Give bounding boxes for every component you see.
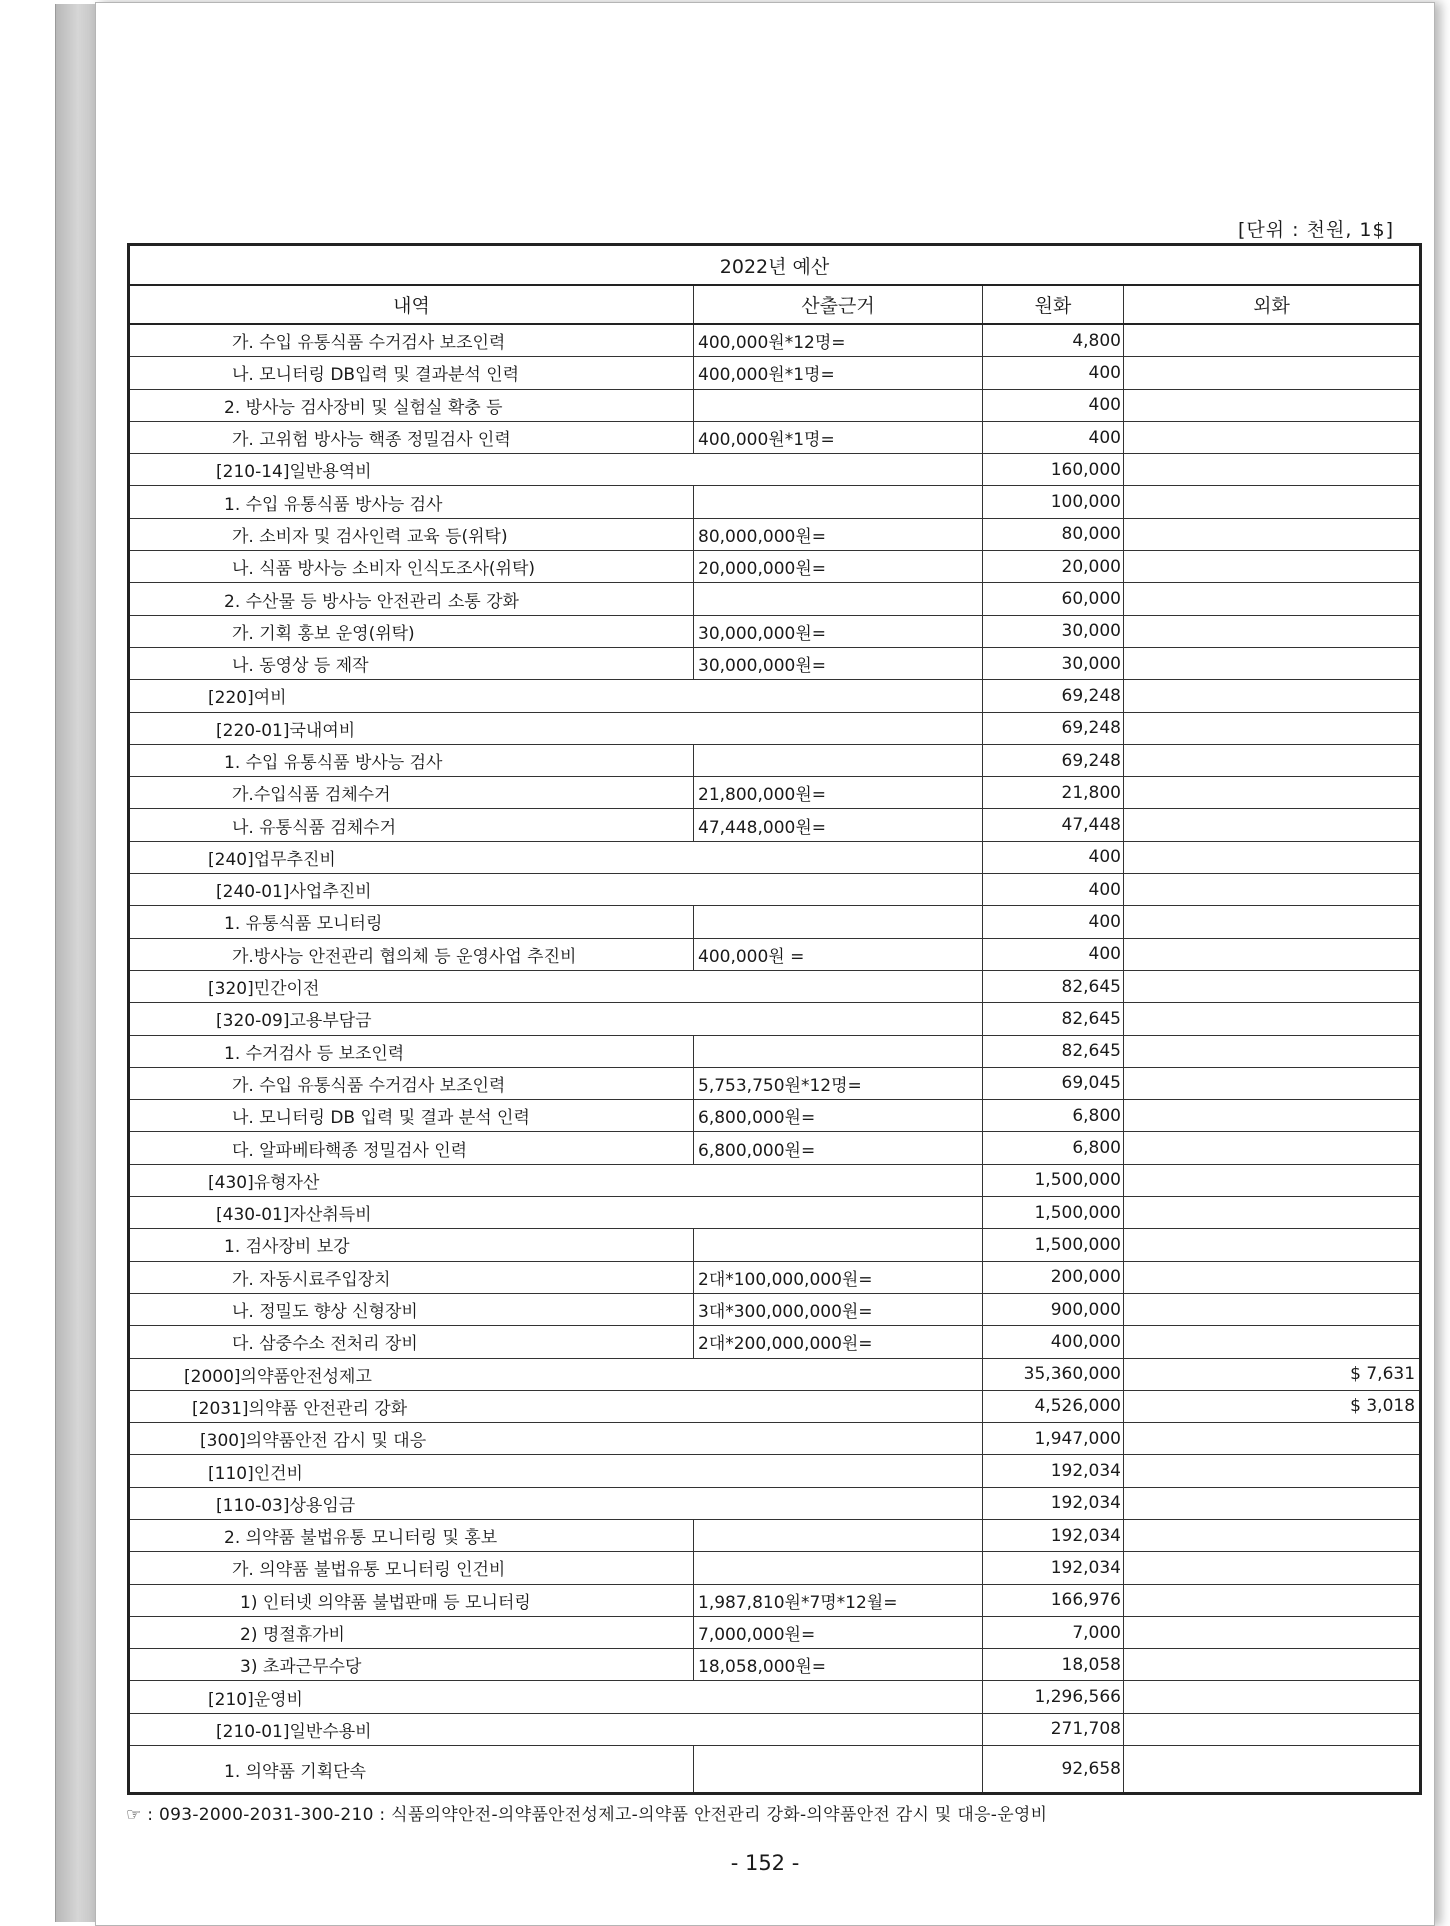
row-krw: 69,248 (983, 680, 1124, 712)
table-row (129, 324, 1421, 357)
row-item: 가.방사능 안전관리 협의체 등 운영사업 추진비 (129, 938, 694, 970)
row-fx (1124, 841, 1421, 873)
row-item: 나. 모니터링 DB 입력 및 결과 분석 인력 (129, 1100, 694, 1132)
table-title: 2022년 예산 (129, 245, 1421, 286)
row-item: [220-01]국내여비 (129, 712, 983, 744)
row-fx (1124, 1293, 1421, 1325)
row-krw: 47,448 (983, 809, 1124, 841)
row-item: [240-01]사업추진비 (129, 874, 983, 906)
row-item: 가. 수입 유통식품 수거검사 보조인력 (129, 1067, 694, 1099)
table-row (129, 1035, 1421, 1067)
row-fx (1124, 906, 1421, 938)
table-row (129, 1326, 1421, 1358)
row-fx (1124, 1519, 1421, 1551)
row-fx (1124, 1713, 1421, 1745)
row-basis (694, 1519, 983, 1551)
table-row (129, 1100, 1421, 1132)
row-item: 나. 정밀도 향상 신형장비 (129, 1293, 694, 1325)
row-fx (1124, 615, 1421, 647)
row-krw: 400 (983, 906, 1124, 938)
row-basis: 400,000원 = (694, 938, 983, 970)
table-row (129, 1197, 1421, 1229)
table-row (129, 1681, 1421, 1713)
row-item: 나. 유통식품 검체수거 (129, 809, 694, 841)
table-row (129, 1423, 1421, 1455)
row-item: 1. 검사장비 보강 (129, 1229, 694, 1261)
header-krw: 원화 (983, 285, 1124, 324)
row-item: [320]민간이전 (129, 970, 983, 1002)
table-row (129, 680, 1421, 712)
row-basis (694, 486, 983, 518)
row-item: 가. 기획 홍보 운영(위탁) (129, 615, 694, 647)
row-item: 다. 삼중수소 전처리 장비 (129, 1326, 694, 1358)
row-krw: 400 (983, 357, 1124, 389)
row-item: 가. 소비자 및 검사인력 교육 등(위탁) (129, 518, 694, 550)
header-item: 내역 (129, 285, 694, 324)
row-item: 3) 초과근무수당 (129, 1649, 694, 1681)
row-fx (1124, 1164, 1421, 1196)
row-krw: 192,034 (983, 1487, 1124, 1519)
row-item: 나. 모니터링 DB입력 및 결과분석 인력 (129, 357, 694, 389)
table-row (129, 1229, 1421, 1261)
row-fx (1124, 1423, 1421, 1455)
table-row (129, 1390, 1421, 1422)
table-row (129, 874, 1421, 906)
table-row (129, 1519, 1421, 1551)
row-item: 나. 동영상 등 제작 (129, 647, 694, 679)
row-krw: 92,658 (983, 1746, 1124, 1794)
row-fx (1124, 1746, 1421, 1794)
unit-label: [단위 : 천원, 1$] (1238, 219, 1394, 241)
row-krw: 900,000 (983, 1293, 1124, 1325)
row-basis: 400,000원*1명= (694, 421, 983, 453)
table-row (129, 970, 1421, 1002)
row-item: 1. 의약품 기획단속 (129, 1746, 694, 1794)
row-fx (1124, 777, 1421, 809)
row-fx: $ 7,631 (1124, 1358, 1421, 1390)
row-item: 2. 방사능 검사장비 및 실험실 확충 등 (129, 389, 694, 421)
table-row (129, 712, 1421, 744)
row-fx (1124, 1229, 1421, 1261)
table-title-row (129, 245, 1421, 286)
table-row (129, 647, 1421, 679)
row-krw: 160,000 (983, 454, 1124, 486)
page-number: - 152 - (730, 1851, 800, 1875)
table-row (129, 583, 1421, 615)
row-fx (1124, 1616, 1421, 1648)
row-basis: 21,800,000원= (694, 777, 983, 809)
row-item: 1. 수입 유통식품 방사능 검사 (129, 744, 694, 776)
header-fx: 외화 (1124, 285, 1421, 324)
row-krw: 82,645 (983, 1003, 1124, 1035)
row-fx (1124, 551, 1421, 583)
row-krw: 1,500,000 (983, 1164, 1124, 1196)
row-basis: 400,000원*1명= (694, 357, 983, 389)
row-krw: 69,248 (983, 712, 1124, 744)
row-basis (694, 1746, 983, 1794)
row-fx (1124, 1681, 1421, 1713)
row-fx (1124, 1455, 1421, 1487)
row-krw: 69,045 (983, 1067, 1124, 1099)
row-krw: 35,360,000 (983, 1358, 1124, 1390)
row-fx (1124, 1552, 1421, 1584)
row-fx (1124, 518, 1421, 550)
row-item: 2. 수산물 등 방사능 안전관리 소통 강화 (129, 583, 694, 615)
row-krw: 1,500,000 (983, 1229, 1124, 1261)
table-row (129, 744, 1421, 776)
row-fx (1124, 970, 1421, 1002)
table-row (129, 1067, 1421, 1099)
row-fx (1124, 1649, 1421, 1681)
budget-table (127, 243, 1422, 1795)
row-basis: 20,000,000원= (694, 551, 983, 583)
row-krw: 100,000 (983, 486, 1124, 518)
row-krw: 6,800 (983, 1132, 1124, 1164)
row-krw: 400 (983, 938, 1124, 970)
row-item: 1. 수거검사 등 보조인력 (129, 1035, 694, 1067)
row-basis: 3대*300,000,000원= (694, 1293, 983, 1325)
row-item: [110-03]상용임금 (129, 1487, 983, 1519)
book-spine (55, 4, 96, 1922)
table-row (129, 906, 1421, 938)
footnote: ☞ : 093-2000-2031-300-210 : 식품의약안전-의약품안전성제고-의약품 안전관리 강화-의약품안전 감시 및 대응-운영비 (126, 1805, 1048, 1825)
row-krw: 82,645 (983, 1035, 1124, 1067)
row-krw: 21,800 (983, 777, 1124, 809)
table-row (129, 551, 1421, 583)
row-krw: 4,800 (983, 324, 1124, 357)
row-item: 1. 유통식품 모니터링 (129, 906, 694, 938)
row-item: [210-14]일반용역비 (129, 454, 983, 486)
table-row (129, 1616, 1421, 1648)
row-krw: 30,000 (983, 615, 1124, 647)
row-fx (1124, 1197, 1421, 1229)
row-fx (1124, 1584, 1421, 1616)
row-item: 가. 자동시료주입장치 (129, 1261, 694, 1293)
row-fx (1124, 486, 1421, 518)
row-krw: 69,248 (983, 744, 1124, 776)
row-basis: 18,058,000원= (694, 1649, 983, 1681)
table-row (129, 938, 1421, 970)
row-krw: 400 (983, 421, 1124, 453)
table-row (129, 1552, 1421, 1584)
row-krw: 200,000 (983, 1261, 1124, 1293)
row-item: 1. 수입 유통식품 방사능 검사 (129, 486, 694, 518)
row-item: [210]운영비 (129, 1681, 983, 1713)
table-row (129, 518, 1421, 550)
row-item: 가. 수입 유통식품 수거검사 보조인력 (129, 324, 694, 357)
row-krw: 1,947,000 (983, 1423, 1124, 1455)
row-item: [110]인건비 (129, 1455, 983, 1487)
row-krw: 192,034 (983, 1552, 1124, 1584)
row-item: 다. 알파베타핵종 정밀검사 인력 (129, 1132, 694, 1164)
row-item: [240]업무추진비 (129, 841, 983, 873)
table-row (129, 1713, 1421, 1745)
row-basis (694, 389, 983, 421)
row-fx (1124, 357, 1421, 389)
row-basis: 7,000,000원= (694, 1616, 983, 1648)
table-row (129, 486, 1421, 518)
table-row (129, 357, 1421, 389)
table-row (129, 1746, 1421, 1794)
row-fx (1124, 1035, 1421, 1067)
row-fx (1124, 744, 1421, 776)
row-krw: 400 (983, 389, 1124, 421)
table-row (129, 454, 1421, 486)
row-fx (1124, 583, 1421, 615)
row-basis (694, 1552, 983, 1584)
document-page (95, 2, 1435, 1926)
row-krw: 400,000 (983, 1326, 1124, 1358)
row-basis (694, 906, 983, 938)
table-row (129, 809, 1421, 841)
row-item: [2031]의약품 안전관리 강화 (129, 1390, 983, 1422)
row-basis (694, 1229, 983, 1261)
table-row (129, 421, 1421, 453)
row-krw: 80,000 (983, 518, 1124, 550)
row-item: [2000]의약품안전성제고 (129, 1358, 983, 1390)
row-item: [430-01]자산취득비 (129, 1197, 983, 1229)
row-krw: 192,034 (983, 1455, 1124, 1487)
row-basis (694, 1035, 983, 1067)
row-fx (1124, 680, 1421, 712)
row-krw: 82,645 (983, 970, 1124, 1002)
row-basis: 2대*200,000,000원= (694, 1326, 983, 1358)
row-krw: 1,500,000 (983, 1197, 1124, 1229)
row-item: [430]유형자산 (129, 1164, 983, 1196)
row-item: [320-09]고용부담금 (129, 1003, 983, 1035)
row-fx (1124, 421, 1421, 453)
row-basis: 2대*100,000,000원= (694, 1261, 983, 1293)
table-row (129, 615, 1421, 647)
row-fx (1124, 712, 1421, 744)
row-basis: 6,800,000원= (694, 1132, 983, 1164)
row-krw: 271,708 (983, 1713, 1124, 1745)
row-item: 2) 명절휴가비 (129, 1616, 694, 1648)
row-basis: 30,000,000원= (694, 647, 983, 679)
row-fx (1124, 1003, 1421, 1035)
row-basis (694, 744, 983, 776)
table-row (129, 1487, 1421, 1519)
row-krw: 1,296,566 (983, 1681, 1124, 1713)
row-fx (1124, 647, 1421, 679)
row-fx (1124, 1326, 1421, 1358)
row-item: [210-01]일반수용비 (129, 1713, 983, 1745)
row-item: [300]의약품안전 감시 및 대응 (129, 1423, 983, 1455)
row-krw: 192,034 (983, 1519, 1124, 1551)
row-fx (1124, 938, 1421, 970)
row-fx (1124, 454, 1421, 486)
table-row (129, 1584, 1421, 1616)
row-item: 나. 식품 방사능 소비자 인식도조사(위탁) (129, 551, 694, 583)
table-row (129, 1649, 1421, 1681)
row-fx (1124, 1487, 1421, 1519)
row-fx (1124, 1100, 1421, 1132)
row-basis: 400,000원*12명= (694, 324, 983, 357)
table-row (129, 1455, 1421, 1487)
row-item: 가.수입식품 검체수거 (129, 777, 694, 809)
row-fx (1124, 1067, 1421, 1099)
row-basis: 5,753,750원*12명= (694, 1067, 983, 1099)
row-item: 가. 의약품 불법유통 모니터링 인건비 (129, 1552, 694, 1584)
row-fx (1124, 874, 1421, 906)
row-fx (1124, 1132, 1421, 1164)
row-item: [220]여비 (129, 680, 983, 712)
row-fx (1124, 324, 1421, 357)
row-krw: 60,000 (983, 583, 1124, 615)
row-krw: 166,976 (983, 1584, 1124, 1616)
row-fx: $ 3,018 (1124, 1390, 1421, 1422)
table-row (129, 389, 1421, 421)
row-fx (1124, 1261, 1421, 1293)
row-krw: 400 (983, 841, 1124, 873)
row-krw: 400 (983, 874, 1124, 906)
table-row (129, 777, 1421, 809)
row-basis (694, 583, 983, 615)
table-header-row (129, 285, 1421, 324)
row-basis: 30,000,000원= (694, 615, 983, 647)
table-row (129, 1164, 1421, 1196)
row-fx (1124, 809, 1421, 841)
row-fx (1124, 389, 1421, 421)
row-krw: 18,058 (983, 1649, 1124, 1681)
row-item: 1) 인터넷 의약품 불법판매 등 모니터링 (129, 1584, 694, 1616)
row-basis: 1,987,810원*7명*12월= (694, 1584, 983, 1616)
row-basis: 6,800,000원= (694, 1100, 983, 1132)
table-row (129, 1261, 1421, 1293)
row-basis: 80,000,000원= (694, 518, 983, 550)
row-krw: 4,526,000 (983, 1390, 1124, 1422)
row-item: 가. 고위험 방사능 핵종 정밀검사 인력 (129, 421, 694, 453)
table-row (129, 1358, 1421, 1390)
row-krw: 6,800 (983, 1100, 1124, 1132)
row-krw: 30,000 (983, 647, 1124, 679)
table-row (129, 1003, 1421, 1035)
table-row (129, 1132, 1421, 1164)
row-basis: 47,448,000원= (694, 809, 983, 841)
row-item: 2. 의약품 불법유통 모니터링 및 홍보 (129, 1519, 694, 1551)
table-row (129, 841, 1421, 873)
row-krw: 20,000 (983, 551, 1124, 583)
row-krw: 7,000 (983, 1616, 1124, 1648)
table-row (129, 1293, 1421, 1325)
header-basis: 산출근거 (694, 285, 983, 324)
